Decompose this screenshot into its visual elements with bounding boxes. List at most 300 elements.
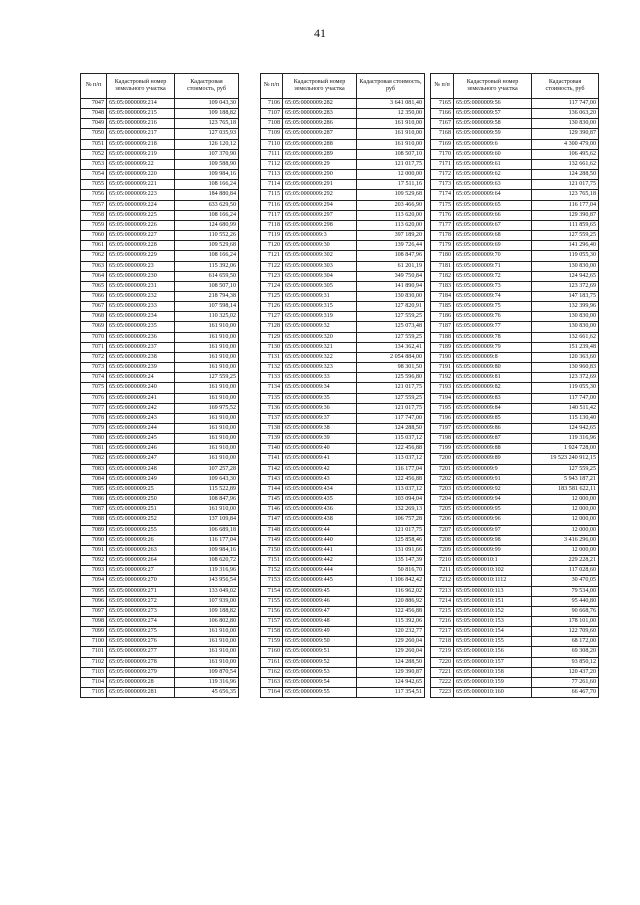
cadastral-value: 111 859,65 [532, 220, 599, 230]
cadastral-number: 65:05:0000009:303 [283, 261, 357, 271]
row-number: 7172 [431, 170, 454, 180]
table-row [431, 210, 599, 220]
cadastral-value: 161 910,00 [175, 352, 239, 362]
cadastral-number: 65:05:0000009:252 [107, 515, 175, 525]
cadastral-value: 178 101,00 [532, 616, 599, 626]
table-row [431, 231, 599, 241]
cadastral-value: 117 354,51 [357, 688, 425, 698]
table-row [261, 251, 425, 261]
cadastral-value: 136 063,20 [532, 109, 599, 119]
row-number: 7116 [261, 200, 283, 210]
table-row [81, 616, 239, 626]
row-number: 7095 [81, 586, 107, 596]
table-row [81, 170, 239, 180]
row-number: 7090 [81, 535, 107, 545]
table-header-row [81, 74, 239, 99]
table-row [81, 515, 239, 525]
cadastral-value: 109 588,90 [175, 159, 239, 169]
table-row [81, 251, 239, 261]
table-row [431, 545, 599, 555]
row-number: 7182 [431, 271, 454, 281]
row-number: 7214 [431, 596, 454, 606]
row-number: 7183 [431, 281, 454, 291]
header-cadastral-value: Кадастровая стоимость, руб [532, 74, 599, 99]
cadastral-number: 65:05:0000010:1112 [454, 576, 532, 586]
cadastral-number: 65:05:0000009:6 [454, 139, 532, 149]
row-number: 7207 [431, 525, 454, 535]
row-number: 7132 [261, 363, 283, 373]
cadastral-value: 109 870,54 [175, 667, 239, 677]
cadastral-value: 161 910,00 [175, 657, 239, 667]
cadastral-value: 119 316,96 [532, 434, 599, 444]
cadastral-value: 129 390,87 [532, 210, 599, 220]
cadastral-number: 65:05:0000009:76 [454, 312, 532, 322]
row-number: 7213 [431, 586, 454, 596]
row-number: 7140 [261, 444, 283, 454]
cadastral-value: 161 910,00 [175, 627, 239, 637]
table-row [261, 241, 425, 251]
cadastral-number: 65:05:0000009:80 [454, 363, 532, 373]
cadastral-number: 65:05:0000010:158 [454, 667, 532, 677]
row-number: 7127 [261, 312, 283, 322]
cadastral-value: 129 390,87 [357, 667, 425, 677]
cadastral-number: 65:05:0000009:229 [107, 251, 175, 261]
row-number: 7156 [261, 606, 283, 616]
cadastral-value: 116 177,04 [357, 464, 425, 474]
row-number: 7110 [261, 139, 283, 149]
table-row [431, 261, 599, 271]
row-number: 7051 [81, 139, 107, 149]
cadastral-value: 93 850,12 [532, 657, 599, 667]
table-row [261, 302, 425, 312]
table-row [431, 515, 599, 525]
table-row [81, 576, 239, 586]
row-number: 7180 [431, 251, 454, 261]
row-number: 7059 [81, 220, 107, 230]
cadastral-value: 107 598,14 [175, 302, 239, 312]
cadastral-value: 115 392,06 [357, 616, 425, 626]
table-row [81, 474, 239, 484]
table-row [431, 190, 599, 200]
cadastral-value: 127 559,25 [357, 393, 425, 403]
table-row [431, 586, 599, 596]
cadastral-value: 106 757,28 [357, 515, 425, 525]
cadastral-number: 65:05:0000009:272 [107, 596, 175, 606]
cadastral-value: 110 552,26 [175, 231, 239, 241]
cadastral-number: 65:05:0000009:82 [454, 383, 532, 393]
row-number: 7193 [431, 383, 454, 393]
row-number: 7204 [431, 495, 454, 505]
table-row [431, 403, 599, 413]
table-row [261, 322, 425, 332]
cadastral-value: 108 166,24 [175, 210, 239, 220]
cadastral-value: 127 820,91 [357, 302, 425, 312]
cadastral-number: 65:05:0000009:233 [107, 302, 175, 312]
cadastral-value: 121 017,75 [532, 180, 599, 190]
cadastral-number: 65:05:0000009:47 [283, 606, 357, 616]
table-row [431, 220, 599, 230]
cadastral-value: 135 147,39 [357, 556, 425, 566]
table-row [81, 342, 239, 352]
cadastral-number: 65:05:0000010:155 [454, 637, 532, 647]
cadastral-value: 133 049,02 [175, 586, 239, 596]
cadastral-value: 106 689,18 [175, 525, 239, 535]
cadastral-value: 123 372,69 [532, 373, 599, 383]
row-number: 7220 [431, 657, 454, 667]
cadastral-value: 117 028,60 [532, 566, 599, 576]
cadastral-value: 95 440,80 [532, 596, 599, 606]
cadastral-value: 115 392,06 [175, 261, 239, 271]
cadastral-value: 129 260,04 [357, 647, 425, 657]
cadastral-number: 65:05:0000009:223 [107, 190, 175, 200]
row-number: 7159 [261, 637, 283, 647]
row-number: 7125 [261, 291, 283, 301]
cadastral-number: 65:05:0000009:86 [454, 424, 532, 434]
table-row [261, 677, 425, 687]
cadastral-number: 65:05:0000009:70 [454, 251, 532, 261]
row-number: 7055 [81, 180, 107, 190]
row-number: 7162 [261, 667, 283, 677]
cadastral-number: 65:05:0000009:42 [283, 464, 357, 474]
cadastral-number: 65:05:0000009:67 [454, 220, 532, 230]
table-row [261, 352, 425, 362]
cadastral-value: 116 177,04 [175, 535, 239, 545]
cadastral-value: 123 765,18 [175, 119, 239, 129]
header-cadastral-number: Кадастровый номер земельного участка [454, 74, 532, 99]
row-number: 7089 [81, 525, 107, 535]
row-number: 7164 [261, 688, 283, 698]
table-row [431, 129, 599, 139]
table-row [81, 444, 239, 454]
table-row [431, 596, 599, 606]
cadastral-value: 161 910,00 [175, 454, 239, 464]
cadastral-value: 108 847,96 [175, 495, 239, 505]
row-number: 7153 [261, 576, 283, 586]
table-row [81, 109, 239, 119]
row-number: 7178 [431, 231, 454, 241]
row-number: 7185 [431, 302, 454, 312]
table-row [81, 647, 239, 657]
row-number: 7104 [81, 677, 107, 687]
cadastral-value: 349 750,84 [357, 271, 425, 281]
cadastral-number: 65:05:0000009:87 [454, 434, 532, 444]
cadastral-number: 65:05:0000009:66 [454, 210, 532, 220]
cadastral-number: 65:05:0000010:154 [454, 627, 532, 637]
table-row [431, 271, 599, 281]
cadastral-value: 143 956,54 [175, 576, 239, 586]
cadastral-value: 121 017,75 [357, 403, 425, 413]
cadastral-number: 65:05:0000009:215 [107, 109, 175, 119]
cadastral-number: 65:05:0000009:41 [283, 454, 357, 464]
table-row [261, 505, 425, 515]
row-number: 7173 [431, 180, 454, 190]
table-row [431, 627, 599, 637]
row-number: 7075 [81, 383, 107, 393]
cadastral-value: 203 466,90 [357, 200, 425, 210]
row-number: 7211 [431, 566, 454, 576]
cadastral-value: 66 467,70 [532, 688, 599, 698]
cadastral-number: 65:05:0000009:277 [107, 647, 175, 657]
cadastral-number: 65:05:0000009:83 [454, 393, 532, 403]
row-number: 7152 [261, 566, 283, 576]
cadastral-value: 109 188,82 [175, 109, 239, 119]
table-row [81, 159, 239, 169]
cadastral-number: 65:05:0000009:438 [283, 515, 357, 525]
cadastral-value: 108 507,10 [175, 281, 239, 291]
cadastral-number: 65:05:0000009:281 [107, 688, 175, 698]
row-number: 7145 [261, 495, 283, 505]
cadastral-number: 65:05:0000009:95 [454, 505, 532, 515]
cadastral-value: 127 035,93 [175, 129, 239, 139]
table-row [81, 363, 239, 373]
cadastral-number: 65:05:0000009:441 [283, 545, 357, 555]
row-number: 7111 [261, 149, 283, 159]
cadastral-number: 65:05:0000009:3 [283, 231, 357, 241]
cadastral-number: 65:05:0000009:8 [454, 352, 532, 362]
cadastral-value: 124 942,65 [532, 271, 599, 281]
table-row [261, 627, 425, 637]
row-number: 7097 [81, 606, 107, 616]
cadastral-value: 90 668,76 [532, 606, 599, 616]
cadastral-number: 65:05:0000009:232 [107, 291, 175, 301]
row-number: 7122 [261, 261, 283, 271]
cadastral-number: 65:05:0000009:244 [107, 424, 175, 434]
row-number: 7105 [81, 688, 107, 698]
table-row [431, 251, 599, 261]
cadastral-number: 65:05:0000009:29 [283, 159, 357, 169]
row-number: 7186 [431, 312, 454, 322]
row-number: 7096 [81, 596, 107, 606]
cadastral-number: 65:05:0000009:26 [107, 535, 175, 545]
row-number: 7120 [261, 241, 283, 251]
cadastral-value: 120 437,20 [532, 667, 599, 677]
cadastral-value: 169 975,52 [175, 403, 239, 413]
cadastral-number: 65:05:0000009:43 [283, 474, 357, 484]
row-number: 7151 [261, 556, 283, 566]
table-row [81, 99, 239, 109]
cadastral-value: 140 511,42 [532, 403, 599, 413]
table-row [261, 373, 425, 383]
table-row [81, 383, 239, 393]
cadastral-number: 65:05:0000009:249 [107, 474, 175, 484]
cadastral-value: 5 943 187,21 [532, 474, 599, 484]
cadastral-value: 122 456,88 [357, 474, 425, 484]
table-row [261, 413, 425, 423]
table-row [81, 291, 239, 301]
row-number: 7115 [261, 190, 283, 200]
row-number: 7060 [81, 231, 107, 241]
table-row [81, 434, 239, 444]
table-row [431, 606, 599, 616]
cadastral-number: 65:05:0000009:282 [283, 99, 357, 109]
table-row [81, 352, 239, 362]
row-number: 7064 [81, 271, 107, 281]
table-row [261, 342, 425, 352]
cadastral-number: 65:05:0000009:74 [454, 291, 532, 301]
table-row [261, 271, 425, 281]
cadastral-number: 65:05:0000009:248 [107, 464, 175, 474]
cadastral-value: 108 620,72 [175, 556, 239, 566]
table-row [261, 363, 425, 373]
row-number: 7126 [261, 302, 283, 312]
cadastral-number: 65:05:0000009:53 [283, 667, 357, 677]
row-number: 7121 [261, 251, 283, 261]
cadastral-value: 122 456,88 [357, 606, 425, 616]
row-number: 7113 [261, 170, 283, 180]
table-row [431, 647, 599, 657]
cadastral-number: 65:05:0000009:85 [454, 413, 532, 423]
cadastral-number: 65:05:0000009:246 [107, 444, 175, 454]
table-row [261, 231, 425, 241]
cadastral-value: 19 523 240 912,15 [532, 454, 599, 464]
cadastral-number: 65:05:0000009:321 [283, 342, 357, 352]
table-row [431, 464, 599, 474]
cadastral-value: 134 362,41 [357, 342, 425, 352]
cadastral-value: 116 177,04 [532, 200, 599, 210]
row-number: 7092 [81, 556, 107, 566]
table-row [261, 180, 425, 190]
cadastral-value: 161 910,00 [175, 383, 239, 393]
row-number: 7200 [431, 454, 454, 464]
table-row [81, 413, 239, 423]
cadastral-number: 65:05:0000009:275 [107, 627, 175, 637]
table-row [431, 484, 599, 494]
cadastral-number: 65:05:0000009:71 [454, 261, 532, 271]
row-number: 7066 [81, 291, 107, 301]
row-number: 7179 [431, 241, 454, 251]
cadastral-number: 65:05:0000010:156 [454, 647, 532, 657]
table-row [261, 312, 425, 322]
cadastral-value: 161 910,00 [175, 332, 239, 342]
cadastral-number: 65:05:0000009:62 [454, 170, 532, 180]
row-number: 7154 [261, 586, 283, 596]
row-number: 7137 [261, 413, 283, 423]
row-number: 7202 [431, 474, 454, 484]
cadastral-number: 65:05:0000009:445 [283, 576, 357, 586]
table-row [261, 220, 425, 230]
table-row [81, 627, 239, 637]
row-number: 7070 [81, 332, 107, 342]
table-row [261, 606, 425, 616]
cadastral-number: 65:05:0000009:273 [107, 606, 175, 616]
table-row [431, 688, 599, 698]
cadastral-value: 110 325,02 [175, 312, 239, 322]
cadastral-number: 65:05:0000009:230 [107, 271, 175, 281]
cadastral-table-1 [80, 73, 239, 698]
row-number: 7212 [431, 576, 454, 586]
cadastral-value: 127 559,25 [532, 231, 599, 241]
cadastral-value: 122 456,88 [357, 444, 425, 454]
row-number: 7112 [261, 159, 283, 169]
cadastral-number: 65:05:0000009:64 [454, 190, 532, 200]
cadastral-number: 65:05:0000009:221 [107, 180, 175, 190]
cadastral-value: 108 847,96 [357, 251, 425, 261]
row-number: 7117 [261, 210, 283, 220]
cadastral-value: 127 559,25 [532, 464, 599, 474]
row-number: 7138 [261, 424, 283, 434]
row-number: 7102 [81, 657, 107, 667]
cadastral-number: 65:05:0000009:88 [454, 444, 532, 454]
cadastral-value: 108 166,24 [175, 251, 239, 261]
table-row [261, 454, 425, 464]
row-number: 7147 [261, 515, 283, 525]
table-row [431, 170, 599, 180]
row-number: 7206 [431, 515, 454, 525]
cadastral-value: 124 288,50 [357, 657, 425, 667]
row-number: 7196 [431, 413, 454, 423]
row-number: 7069 [81, 322, 107, 332]
cadastral-value: 125 858,46 [357, 535, 425, 545]
cadastral-number: 65:05:0000009:224 [107, 200, 175, 210]
cadastral-number: 65:05:0000009:46 [283, 596, 357, 606]
row-number: 7050 [81, 129, 107, 139]
table-row [81, 139, 239, 149]
cadastral-value: 137 109,84 [175, 515, 239, 525]
table-row [261, 484, 425, 494]
cadastral-number: 65:05:0000009:35 [283, 393, 357, 403]
cadastral-value: 77 261,60 [532, 677, 599, 687]
cadastral-value: 123 765,18 [532, 190, 599, 200]
cadastral-number: 65:05:0000009:219 [107, 149, 175, 159]
cadastral-number: 65:05:0000009:255 [107, 525, 175, 535]
row-number: 7166 [431, 109, 454, 119]
row-number: 7057 [81, 200, 107, 210]
row-number: 7148 [261, 525, 283, 535]
header-cadastral-number: Кадастровый номер земельного участка [283, 74, 357, 99]
cadastral-number: 65:05:0000009:442 [283, 556, 357, 566]
cadastral-number: 65:05:0000009:322 [283, 352, 357, 362]
table-row [431, 383, 599, 393]
row-number: 7134 [261, 383, 283, 393]
cadastral-number: 65:05:0000009:31 [283, 291, 357, 301]
cadastral-value: 132 399,96 [532, 302, 599, 312]
table-header-row [261, 74, 425, 99]
cadastral-number: 65:05:0000010:159 [454, 677, 532, 687]
table-row [261, 200, 425, 210]
cadastral-value: 129 390,87 [532, 129, 599, 139]
table-row [431, 241, 599, 251]
cadastral-value: 12 000,00 [532, 545, 599, 555]
cadastral-number: 65:05:0000009:243 [107, 413, 175, 423]
cadastral-value: 115 130,40 [532, 413, 599, 423]
row-number: 7201 [431, 464, 454, 474]
cadastral-number: 65:05:0000009:251 [107, 505, 175, 515]
row-number: 7099 [81, 627, 107, 637]
cadastral-value: 30 470,05 [532, 576, 599, 586]
cadastral-number: 65:05:0000009:286 [283, 119, 357, 129]
cadastral-table-3 [430, 73, 599, 698]
cadastral-number: 65:05:0000010:102 [454, 566, 532, 576]
cadastral-value: 123 372,69 [532, 281, 599, 291]
header-cadastral-value: Кадастровая стоимость, руб [175, 74, 239, 99]
cadastral-number: 65:05:0000009:91 [454, 474, 532, 484]
cadastral-number: 65:05:0000009:220 [107, 170, 175, 180]
table-row [431, 525, 599, 535]
table-row [261, 688, 425, 698]
table-row [261, 657, 425, 667]
row-number: 7101 [81, 647, 107, 657]
cadastral-number: 65:05:0000009:287 [283, 129, 357, 139]
cadastral-value: 161 910,00 [175, 413, 239, 423]
cadastral-number: 65:05:0000009:218 [107, 139, 175, 149]
table-row [431, 322, 599, 332]
row-number: 7073 [81, 363, 107, 373]
cadastral-number: 65:05:0000009:217 [107, 129, 175, 139]
table-row [261, 434, 425, 444]
row-number: 7160 [261, 647, 283, 657]
table-row [431, 291, 599, 301]
row-number: 7083 [81, 464, 107, 474]
